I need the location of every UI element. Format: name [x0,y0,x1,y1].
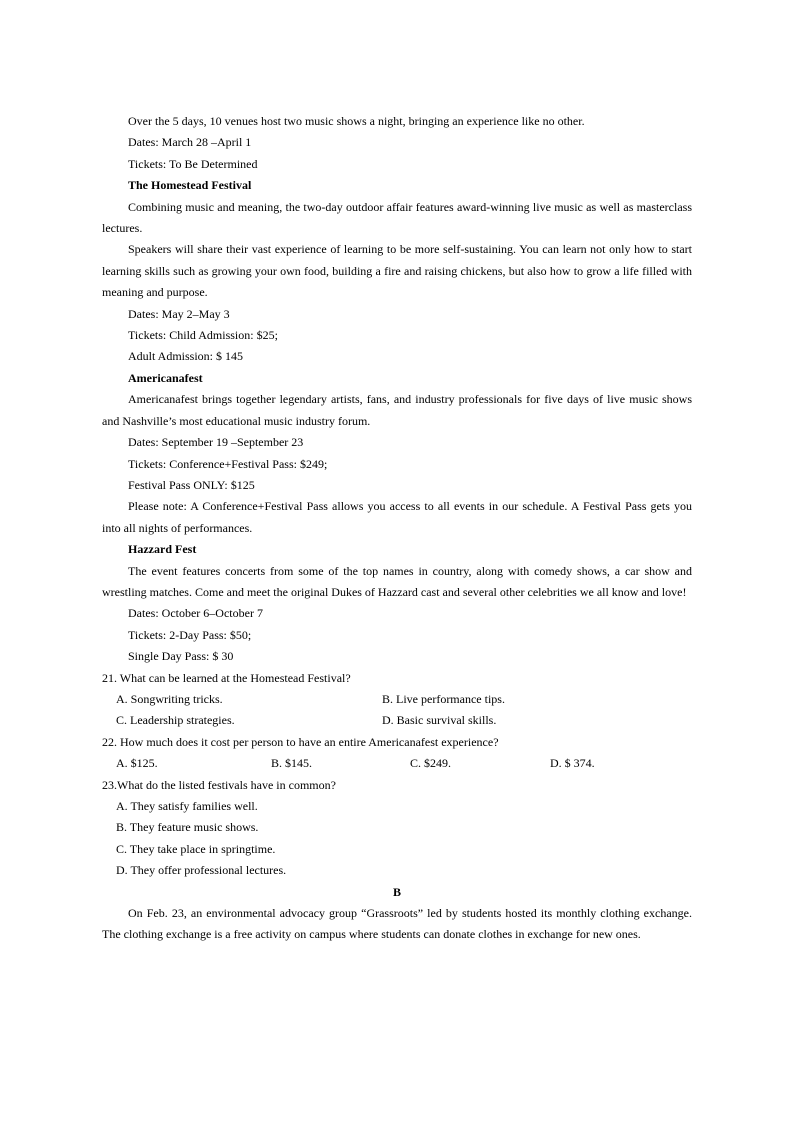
question-23-option-a: A. They satisfy families well. [116,799,258,813]
question-22-option-a: A. $125. [116,756,158,771]
question-23-option-b: B. They feature music shows. [116,820,259,835]
question-21-option-d: D. Basic survival skills. [382,713,497,728]
homestead-paragraph-2: Speakers will share their vast experience of learning to be more self-sustaining. You can learn not only how to start learning skills such as growing your own food, building a fire and raising chickens, but also how to grow a life filled with meaning and purpose. [102,242,692,300]
intro-line: Over the 5 days, 10 venues host two music shows a night, bringing an experience like no other. [128,114,585,128]
americanafest-paragraph: Americanafest brings together legendary artists, fans, and industry professionals for five days of live music shows and Nashville’s most educational music industry forum. [102,392,692,428]
question-21-option-c: C. Leadership strategies. [116,713,235,728]
hazzard-dates: Dates: October 6–October 7 [128,606,263,621]
hazzard-title: Hazzard Fest [128,542,197,557]
homestead-tickets-adult: Adult Admission: $ 145 [128,349,244,364]
homestead-title: The Homestead Festival [128,178,252,193]
question-22-option-d: D. $ 374. [550,756,595,771]
question-21-options-row-1 [102,689,692,710]
question-22-option-c: C. $249. [410,756,452,771]
question-22-options [102,753,692,774]
question-23-stem: 23.What do the listed festivals have in common? [102,777,336,792]
homestead-tickets-child: Tickets: Child Admission: $25; [128,328,278,343]
question-21-option-a: A. Songwriting tricks. [116,691,223,706]
question-21-stem: 21. What can be learned at the Homestead Festival? [102,670,351,685]
americanafest-dates: Dates: September 19 –September 23 [128,435,304,450]
question-22-stem: 22. How much does it cost per person to have an entire Americanafest experience? [102,734,499,749]
homestead-dates: Dates: May 2–May 3 [128,306,230,321]
question-23-option-d: D. They offer professional lectures. [116,863,287,878]
intro-tickets: Tickets: To Be Determined [128,156,258,171]
question-22-option-b: B. $145. [271,756,313,771]
question-21-options-row-2 [102,710,692,731]
document-page [102,111,692,946]
americanafest-tickets-conference: Tickets: Conference+Festival Pass: $249; [128,456,328,471]
section-b-paragraph: On Feb. 23, an environmental advocacy group “Grassroots” led by students hosted its monthly clothing exchange. The clothing exchange is a free activity on campus where students can donate clothes in exchange for new ones. [102,906,692,942]
hazzard-tickets-single: Single Day Pass: $ 30 [128,649,234,664]
americanafest-note: Please note: A Conference+Festival Pass allows you access to all events in our schedule. A Festival Pass gets you into all nights of performances. [102,499,692,535]
section-b-heading: B [392,884,401,899]
homestead-paragraph-1: Combining music and meaning, the two-day outdoor affair features award-winning live music as well as masterclass lectures. [102,199,692,236]
americanafest-title: Americanafest [128,370,203,385]
hazzard-paragraph: The event features concerts from some of the top names in country, along with comedy shows, a car show and wrestling matches. Come and meet the original Dukes of Hazzard cast and several other celebrities we all know and love! [102,563,692,599]
intro-dates: Dates: March 28 –April 1 [128,135,252,150]
hazzard-tickets-2day: Tickets: 2-Day Pass: $50; [128,627,252,642]
question-23-option-c: C. They take place in springtime. [116,841,276,856]
question-21-option-b: B. Live performance tips. [382,691,505,706]
americanafest-tickets-festival: Festival Pass ONLY: $125 [128,477,255,492]
